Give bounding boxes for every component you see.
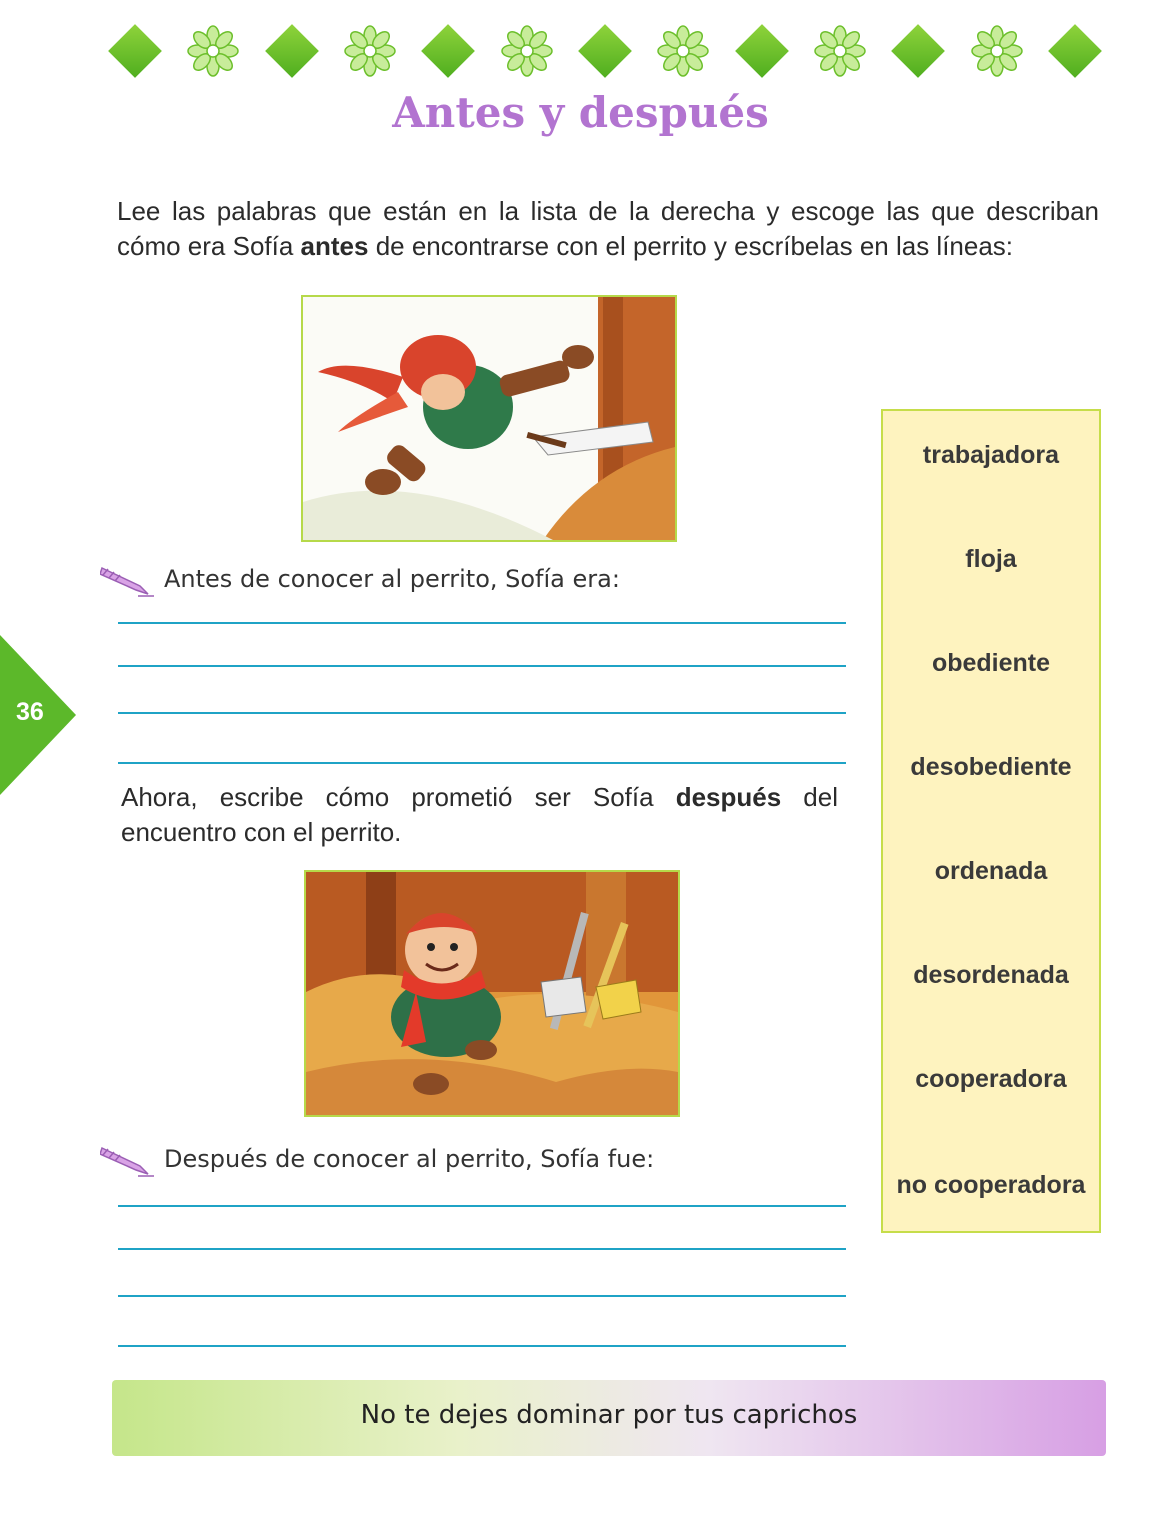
after-instructions-paragraph — [121, 780, 838, 850]
writing-line[interactable] — [118, 712, 846, 714]
diamond-icon — [421, 24, 475, 78]
word-item: ordenada — [934, 857, 1048, 885]
writing-line[interactable] — [118, 622, 846, 624]
diamond-icon — [108, 24, 162, 78]
writing-line[interactable] — [118, 1345, 846, 1347]
prompt-before — [100, 560, 620, 598]
pencil-icon — [100, 1140, 154, 1178]
diamond-icon — [578, 24, 632, 78]
writing-line[interactable] — [118, 1248, 846, 1250]
writing-line[interactable] — [118, 1205, 846, 1207]
instructions-emphasis: antes — [300, 231, 369, 261]
diamond-icon — [1048, 24, 1102, 78]
word-item: obediente — [931, 649, 1051, 677]
flower-icon — [656, 24, 710, 78]
flower-icon — [186, 24, 240, 78]
pencil-icon — [100, 560, 154, 598]
flower-icon — [500, 24, 554, 78]
footer-banner-text: No te dejes dominar por tus caprichos — [360, 1400, 858, 1430]
page-title: Antes y después — [392, 88, 769, 137]
after-instructions-text-end: del encuentro con el perrito. — [121, 782, 839, 847]
word-item: floja — [965, 545, 1017, 573]
decorative-border — [110, 20, 1100, 82]
prompt-before-text: Antes de conocer al perrito, Sofía era: — [164, 565, 620, 593]
word-item: trabajadora — [922, 441, 1060, 469]
prompt-after-text: Después de conocer al perrito, Sofía fue: — [164, 1145, 655, 1173]
flower-icon — [343, 24, 397, 78]
illustration-before — [301, 295, 677, 542]
diamond-icon — [735, 24, 789, 78]
flower-icon — [970, 24, 1024, 78]
word-item: desordenada — [913, 961, 1069, 989]
instructions-paragraph — [117, 194, 1099, 264]
instructions-text-end: de encontrarse con el perrito y escríbelas en las líneas: — [368, 231, 1014, 261]
footer-banner — [112, 1380, 1106, 1456]
illustration-after — [304, 870, 680, 1117]
word-item: cooperadora — [915, 1065, 1067, 1093]
writing-line[interactable] — [118, 1295, 846, 1297]
instructions-text: Lee las palabras que están en la lista de la derecha y escoge las que describan cómo era Sofía — [117, 196, 1099, 261]
writing-line[interactable] — [118, 762, 846, 764]
page-number: 36 — [16, 698, 44, 726]
diamond-icon — [891, 24, 945, 78]
flower-icon — [813, 24, 867, 78]
word-list-box — [881, 409, 1101, 1233]
word-item: no cooperadora — [896, 1171, 1086, 1199]
writing-line[interactable] — [118, 665, 846, 667]
after-instructions-emphasis: después — [675, 782, 782, 812]
after-instructions-text: Ahora, escribe cómo prometió ser Sofía — [121, 782, 676, 812]
word-item: desobediente — [910, 753, 1072, 781]
diamond-icon — [265, 24, 319, 78]
prompt-after — [100, 1140, 654, 1178]
